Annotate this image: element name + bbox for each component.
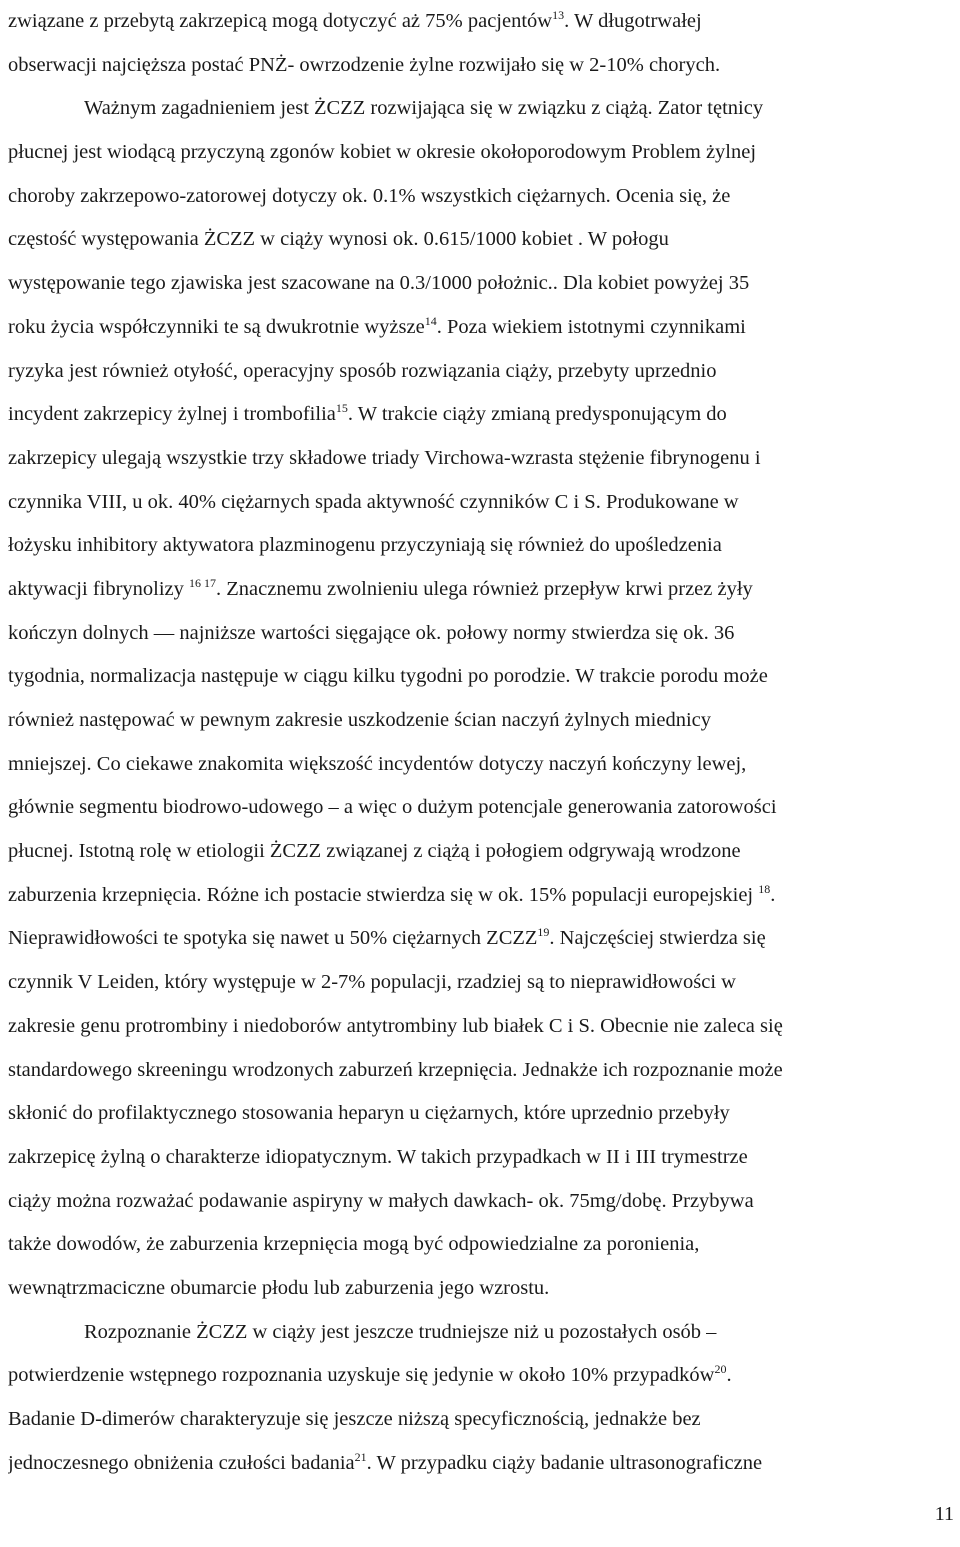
text-line [8, 0, 956, 44]
text-line [8, 917, 956, 961]
text-segment: zakresie genu protrombiny i niedoborów antytrombiny lub białek C i S. Obecnie nie zaleca się [8, 1014, 783, 1037]
footnote-reference: 20 [714, 1362, 727, 1377]
text-line [8, 612, 956, 656]
text-segment: zakrzepicę żylną o charakterze idiopatycznym. W takich przypadkach w II i III trymestrze [8, 1145, 748, 1168]
footnote-reference: 14 [424, 313, 437, 328]
text-segment: . W przypadku ciąży badanie ultrasonograficzne [366, 1451, 763, 1474]
footnote-reference: 16 17 [189, 575, 217, 590]
footnote-reference: 21 [354, 1449, 367, 1464]
text-line [8, 481, 956, 525]
text-segment: czynnika VIII, u ok. 40% ciężarnych spada aktywność czynników C i S. Produkowane w [8, 490, 739, 513]
text-segment: obserwacji najcięższa postać PNŻ- owrzodzenie żylne rozwijało się w 2-10% chorych. [8, 53, 721, 76]
body-text [8, 0, 956, 1485]
text-line [8, 1398, 956, 1442]
text-line [8, 1136, 956, 1180]
text-line [8, 1223, 956, 1267]
text-line [8, 1005, 956, 1049]
text-segment: łożysku inhibitory aktywatora plazminogenu przyczyniają się również do upośledzenia [8, 534, 722, 557]
text-segment: incydent zakrzepicy żylnej i trombofilia [8, 403, 336, 426]
text-line [8, 655, 956, 699]
text-line [8, 131, 956, 175]
text-segment: choroby zakrzepowo-zatorowej dotyczy ok. 0.1% wszystkich ciężarnych. Ocenia się, że [8, 184, 731, 207]
text-segment: tygodnia, normalizacja następuje w ciągu kilku tygodni po porodzie. W trakcie porodu może [8, 665, 768, 688]
text-segment: Ważnym zagadnieniem jest ŻCZZ rozwijająca się w związku z ciążą. Zator tętnicy [84, 97, 764, 120]
text-segment: związane z przebytą zakrzepicą mogą dotyczyć aż 75% pacjentów [8, 10, 553, 32]
text-line [8, 568, 956, 612]
text-line [8, 743, 956, 787]
text-segment: płucnej jest wiodącą przyczyną zgonów kobiet w okresie okołoporodowym Problem żylnej [8, 141, 757, 164]
text-segment: Rozpoznanie ŻCZZ w ciąży jest jeszcze trudniejsze niż u pozostałych osób – [84, 1320, 717, 1343]
text-segment: . Znacznemu zwolnieniu ulega również przepływ krwi przez żyły [216, 577, 753, 600]
text-segment: zaburzenia krzepnięcia. Różne ich postacie stwierdza się w ok. 15% populacji europejskiej [8, 883, 759, 906]
text-line [8, 218, 956, 262]
text-segment: zakrzepicy ulegają wszystkie trzy składowe triady Virchowa-wzrasta stężenie fibrynogenu i [8, 446, 761, 469]
text-line [8, 1092, 956, 1136]
text-line [8, 786, 956, 830]
text-line [8, 393, 956, 437]
text-line [8, 1049, 956, 1093]
text-segment: ciąży można rozważać podawanie aspiryny w małych dawkach- ok. 75mg/dobę. Przybywa [8, 1189, 754, 1212]
text-line [8, 1311, 956, 1355]
text-segment: wewnątrzmaciczne obumarcie płodu lub zaburzenia jego wzrostu. [8, 1276, 550, 1299]
text-segment: aktywacji fibrynolizy [8, 577, 190, 600]
text-line [8, 1180, 956, 1224]
text-segment: ryzyka jest również otyłość, operacyjny sposób rozwiązania ciąży, przebyty uprzednio [8, 359, 717, 382]
text-segment: również następować w pewnym zakresie uszkodzenie ścian naczyń żylnych miednicy [8, 709, 711, 731]
text-line [8, 1442, 956, 1486]
text-segment: standardowego skreeningu wrodzonych zaburzeń krzepnięcia. Jednakże ich rozpoznanie może [8, 1058, 783, 1081]
text-segment: jednoczesnego obniżenia czułości badania [8, 1451, 355, 1474]
text-segment: także dowodów, że zaburzenia krzepnięcia mogą być odpowiedzialne za poronienia, [8, 1233, 700, 1256]
text-segment: Nieprawidłowości te spotyka się nawet u 50% ciężarnych ZCZZ [8, 927, 538, 950]
text-line [8, 524, 956, 568]
footnote-reference: 18 [758, 881, 771, 896]
text-line [8, 87, 956, 131]
text-segment: . W długotrwałej [564, 10, 702, 32]
footnote-reference: 15 [335, 401, 348, 416]
text-line [8, 262, 956, 306]
text-line [8, 350, 956, 394]
text-line [8, 437, 956, 481]
page-number: 11 [934, 1503, 954, 1525]
text-segment: mniejszej. Co ciekawe znakomita większość incydentów dotyczy naczyń kończyny lewej, [8, 752, 747, 775]
footnote-reference: 19 [537, 925, 550, 940]
text-segment: . [770, 883, 776, 906]
text-segment: . [726, 1364, 732, 1387]
text-line [8, 175, 956, 219]
text-line [8, 961, 956, 1005]
text-segment: występowanie tego zjawiska jest szacowane na 0.3/1000 położnic.. Dla kobiet powyżej 35 [8, 272, 750, 295]
text-segment: Badanie D-dimerów charakteryzuje się jeszcze niższą specyficznością, jednakże bez [8, 1408, 701, 1430]
text-segment: . Najczęściej stwierdza się [549, 927, 766, 950]
footnote-reference: 13 [552, 8, 565, 22]
text-line [8, 1267, 956, 1311]
text-segment: kończyn dolnych — najniższe wartości sięgające ok. połowy normy stwierdza się ok. 36 [8, 621, 735, 644]
text-segment: czynnik V Leiden, który występuje w 2-7% populacji, rzadziej są to nieprawidłowości w [8, 971, 736, 994]
text-line [8, 699, 956, 743]
text-segment: . Poza wiekiem istotnymi czynnikami [436, 315, 746, 338]
text-line [8, 306, 956, 350]
text-segment: skłonić do profilaktycznego stosowania heparyn u ciężarnych, które uprzednio przebyły [8, 1102, 730, 1125]
text-line [8, 830, 956, 874]
text-segment: roku życia współczynniki te są dwukrotnie wyższe [8, 315, 425, 338]
text-segment: płucnej. Istotną rolę w etiologii ŻCZZ związanej z ciążą i połogiem odgrywają wrodzone [8, 840, 741, 863]
text-segment: częstość występowania ŻCZZ w ciąży wynosi ok. 0.615/1000 kobiet . W połogu [8, 228, 669, 251]
text-line [8, 44, 956, 88]
text-line [8, 1354, 956, 1398]
text-segment: głównie segmentu biodrowo-udowego – a więc o dużym potencjale generowania zatorowości [8, 796, 777, 819]
text-segment: . W trakcie ciąży zmianą predysponującym do [347, 403, 727, 426]
text-line [8, 874, 956, 918]
text-segment: potwierdzenie wstępnego rozpoznania uzyskuje się jedynie w około 10% przypadków [8, 1364, 715, 1387]
